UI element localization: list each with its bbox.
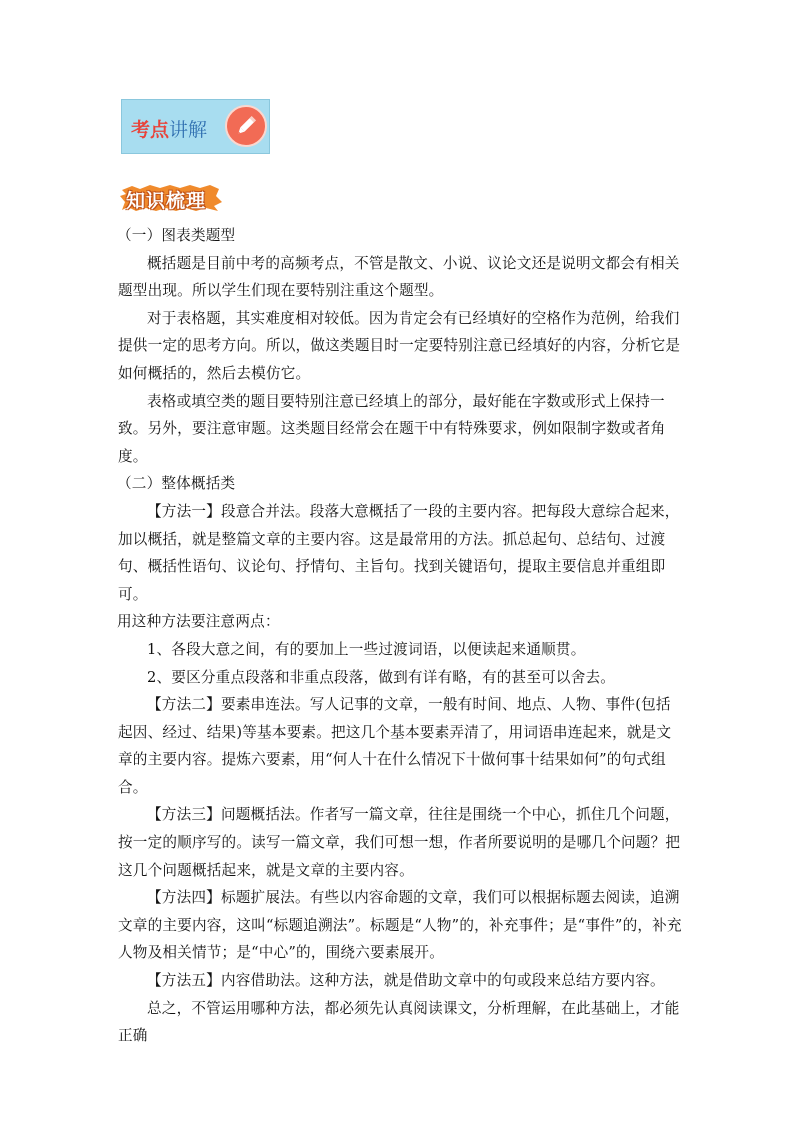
- body-paragraph: 2、要区分重点段落和非重点段落，做到有详有略，有的甚至可以舍去。: [147, 668, 616, 686]
- section-banner-kaodian-jiangjie: [121, 99, 270, 154]
- body-paragraph: 概括题是目前中考的高频考点，不管是散文、小说、议论文还是说明文都会有相关题型出现。所以学生们现在要特别注重这个题型。: [118, 254, 680, 300]
- section-heading: 用这种方法要注意两点：: [117, 613, 280, 631]
- banner-title: [131, 115, 207, 142]
- body-paragraph: 【方法四】标题扩展法。有些以内容命题的文章，我们可以根据标题去阅读，追溯文章的主要内容，这叫“标题追溯法”。标题是“人物”的，补充事件；是“事件”的，补充人物及相关情节；是“中心”的，围绕六要素展开。: [118, 889, 682, 962]
- section-heading: （二）整体概括类: [117, 475, 236, 493]
- banner-title-part1: 考点: [131, 119, 170, 141]
- body-paragraph: 总之，不管运用哪种方法，都必须先认真阅读课文，分析理解，在此基础上，才能正确: [118, 999, 680, 1045]
- knowledge-summary-label: [120, 184, 224, 212]
- body-paragraph: 【方法一】段意合并法。段落大意概括了一段的主要内容。把每段大意综合起来，加以概括，就是整篇文章的主要内容。这是最常用的方法。抓总起句、总结句、过渡句、概括性语句、议论句、抒情句、主旨句。找到关键语句，提取主要信息并重组即可。: [118, 502, 680, 603]
- pencil-icon: [225, 105, 267, 147]
- knowledge-summary-text: 知识梳理: [126, 190, 207, 212]
- body-paragraph: 【方法二】要素串连法。写人记事的文章，一般有时间、地点、人物、事件(包括起因、经过、结果)等基本要素。把这几个基本要素弄清了，用词语串连起来，就是文章的主要内容。提炼六要素，用“何人十在什么情况下十做何事十结果如何”的句式组合。: [118, 696, 672, 796]
- body-paragraph: 【方法五】内容借助法。这种方法，就是借助文章中的句或段来总结方要内容。: [147, 972, 665, 990]
- section-heading: （一）图表类题型: [117, 227, 236, 244]
- body-paragraph: 表格或填空类的题目要特别注意已经填上的部分，最好能在字数或形式上保持一致。另外，要注意审题。这类题目经常会在题干中有特殊要求，例如限制字数或者角度。: [118, 392, 666, 465]
- body-paragraph: 【方法三】问题概括法。作者写一篇文章，往往是围绕一个中心，抓住几个问题，按一定的顺序写的。读写一篇文章，我们可想一想，作者所要说明的是哪几个问题？把这几个问题概括起来，就是文章的主要内容。: [118, 806, 681, 879]
- body-paragraph: 对于表格题，其实难度相对较低。因为肯定会有已经填好的空格作为范例，给我们提供一定的思考方向。所以，做这类题目时一定要特别注意已经填好的内容，分析它是如何概括的，然后去模仿它。: [118, 309, 681, 382]
- article-body: [118, 222, 682, 1050]
- banner-title-part2: 讲解: [169, 119, 208, 141]
- body-paragraph: 1、各段大意之间，有的要加上一些过渡词语，以便读起来通顺贯。: [147, 640, 586, 658]
